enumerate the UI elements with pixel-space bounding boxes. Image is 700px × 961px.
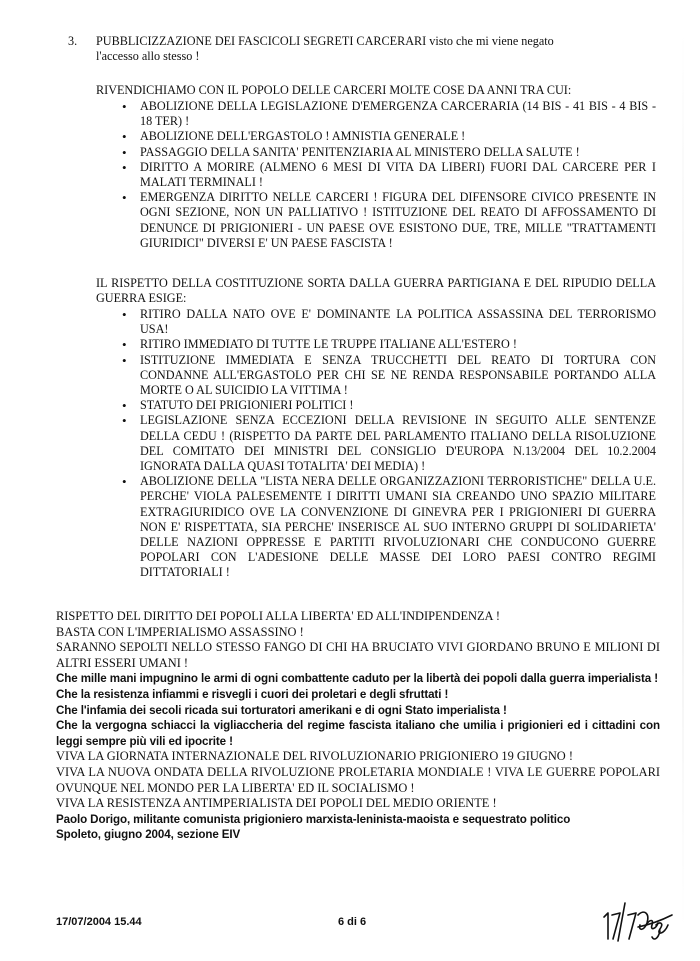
closing-line: VIVA LA NUOVA ONDATA DELLA RIVOLUZIONE PROLETARIA MONDIALE ! VIVA LE GUERRE POPOLARI OVUNQUE NEL MONDO PER LA LIBERTA' ED IL SOCIALISMO ! [56,764,660,795]
list-item: • ABOLIZIONE DELLA "LISTA NERA DELLE ORGANIZZAZIONI TERRORISTICHE" DELLA U.E. PERCHE' VIOLA PALESEMENTE I DIRITTI UMANI SIA CREANDO UNO SPAZIO MILITARE EXTRAGIURIDICO OVE LA CONVENZIONE DI GINEVRA PER I PRIGIONIERI DI GUERRA NON E' RISPETTATA, SIA PERCHE' INSERISCE AL SUO INTERNO GRUPPI DI SOLIDARIETA' DELLE NAZIONI OPPRESSE E PARTITI RIVOLUZIONARI CHE CONDUCONO GUERRE POPOLARI CON L'ADESIONE DELLE MASSE DEI LORO PAESI CONTRO REGIMI DITTATORIALI ! [122,474,656,580]
bullet-icon: • [122,398,127,414]
footer-datetime: 17/07/2004 15.44 [56,916,142,928]
closing-line: RISPETTO DEL DIRITTO DEI POPOLI ALLA LIBERTA' ED ALL'INDIPENDENZA ! [56,609,501,623]
scan-edge-shadow [682,30,684,930]
closing-line: BASTA CON L'IMPERIALISMO ASSASSINO ! [56,624,304,639]
page-number: 6 di 6 [338,916,367,928]
section-2-heading: IL RISPETTO DELLA COSTITUZIONE SORTA DALLA GUERRA PARTIGIANA E DEL RIPUDIO DELLA GUERRA ESIGE: [96,276,656,306]
list-item: • ABOLIZIONE DELL'ERGASTOLO ! AMNISTIA GENERALE ! [122,129,466,145]
closing-line: Che mille mani impugnino le armi di ogni combattente caduto per la libertà dei popoli dalla guerra imperialista ! [56,672,658,686]
bullet-icon: • [122,159,127,175]
handwritten-signature [598,895,676,943]
bullet-icon: • [122,144,127,160]
point-3-line-2: l'accesso allo stesso ! [96,49,200,64]
list-item: • LEGISLAZIONE SENZA ECCEZIONI DELLA REVISIONE IN SEGUITO ALLE SENTENZE DELLA CEDU ! (RISPETTO DA PARTE DEL PARLAMENTO ITALIANO DELLA RISOLUZIONE DEL COMITATO DEI MINISTRI DEL CONSIGLIO D'EUROPA N.13/2004 DEL 10.2.2004 IGNORATA DALLA QUASI TOTALITA' DEI MEDIA) ! [122,413,656,474]
bullet-icon: • [122,99,127,114]
point-3-line-1: PUBBLICIZZAZIONE DEI FASCICOLI SEGRETI CARCERARI visto che mi viene negato [96,34,554,48]
list-item: • DIRITTO A MORIRE (ALMENO 6 MESI DI VITA DA LIBERI) FUORI DAL CARCERE PER I MALATI TERMINALI ! [122,159,656,190]
closing-line: VIVA LA GIORNATA INTERNAZIONALE DEL RIVOLUZIONARIO PRIGIONIERO 19 GIUGNO ! [56,749,573,764]
closing-line: Che la resistenza infiammi e risvegli i cuori dei proletari e degli sfruttati ! [56,687,449,701]
section-2-list [118,307,656,581]
list-item: • PASSAGGIO DELLA SANITA' PENITENZIARIA AL MINISTERO DELLA SALUTE ! [122,144,580,160]
closing-line: VIVA LA RESISTENZA ANTIMPERIALISTA DEI POPOLI DEL MEDIO ORIENTE ! [56,796,497,811]
author-line: Paolo Dorigo, militante comunista prigioniero marxista-leninista-maoista e sequestrato politico [56,812,571,826]
bullet-icon: • [122,413,127,429]
list-item: • RITIRO IMMEDIATO DI TUTTE LE TRUPPE ITALIANE ALL'ESTERO ! [122,337,517,353]
bullet-icon: • [122,337,127,353]
bullet-icon: • [122,190,127,206]
closing-line: SARANNO SEPOLTI NELLO STESSO FANGO DI CHI HA BRUCIATO VIVI GIORDANO BRUNO E MILIONI DI ALTRI ESSERI UMANI ! [56,640,660,670]
section-1-list [118,99,656,251]
list-item: • ABOLIZIONE DELLA LEGISLAZIONE D'EMERGENZA CARCERARIA (14 BIS - 41 BIS - 4 BIS - 18 TER) ! [122,99,656,129]
list-item: • STATUTO DEI PRIGIONIERI POLITICI ! [122,398,354,414]
closing-line: Che la vergogna schiacci la vigliaccheria del regime fascista italiano che umilia i prigionieri ed i cittadini con leggi sempre più vili ed ipocrite ! [56,719,660,748]
bullet-icon: • [122,129,127,145]
bullet-icon: • [122,352,127,368]
section-1-heading: RIVENDICHIAMO CON IL POPOLO DELLE CARCERI MOLTE COSE DA ANNI TRA CUI: [96,83,572,97]
bullet-icon: • [122,474,127,490]
list-item: • EMERGENZA DIRITTO NELLE CARCERI ! FIGURA DEL DIFENSORE CIVICO PRESENTE IN OGNI SEZIONE, NON UN PALLIATIVO ! ISTITUZIONE DEL REATO DI AFFOSSAMENTO DI DENUNCE DI PRIGIONIERI - UN PAESE OVE ESISTONO DUE, TRE, MILLE "TRATTAMENTI GIURIDICI" DIVERSI E' UN PAESE FASCISTA ! [122,190,656,250]
closing-line: Che l'infamia dei secoli ricada sui torturatori amerikani e di ogni Stato imperialista ! [56,703,507,717]
place-date-line: Spoleto, giugno 2004, sezione EIV [56,828,241,842]
closing-statements [56,609,660,843]
point-3 [68,34,668,65]
signature-graphic [598,895,676,943]
point-number: 3. [68,34,78,48]
list-item: • ISTITUZIONE IMMEDIATA E SENZA TRUCCHETTI DEL REATO DI TORTURA CON CONDANNE ALL'ERGASTOLO PER CHI SE NE RENDA RESPONSABILE PORTANDO ALLA MORTE O AL SUICIDIO LA VITTIMA ! [122,352,656,398]
bullet-icon: • [122,307,127,322]
list-item: • RITIRO DALLA NATO OVE E' DOMINANTE LA POLITICA ASSASSINA DEL TERRORISMO USA! [122,307,656,337]
